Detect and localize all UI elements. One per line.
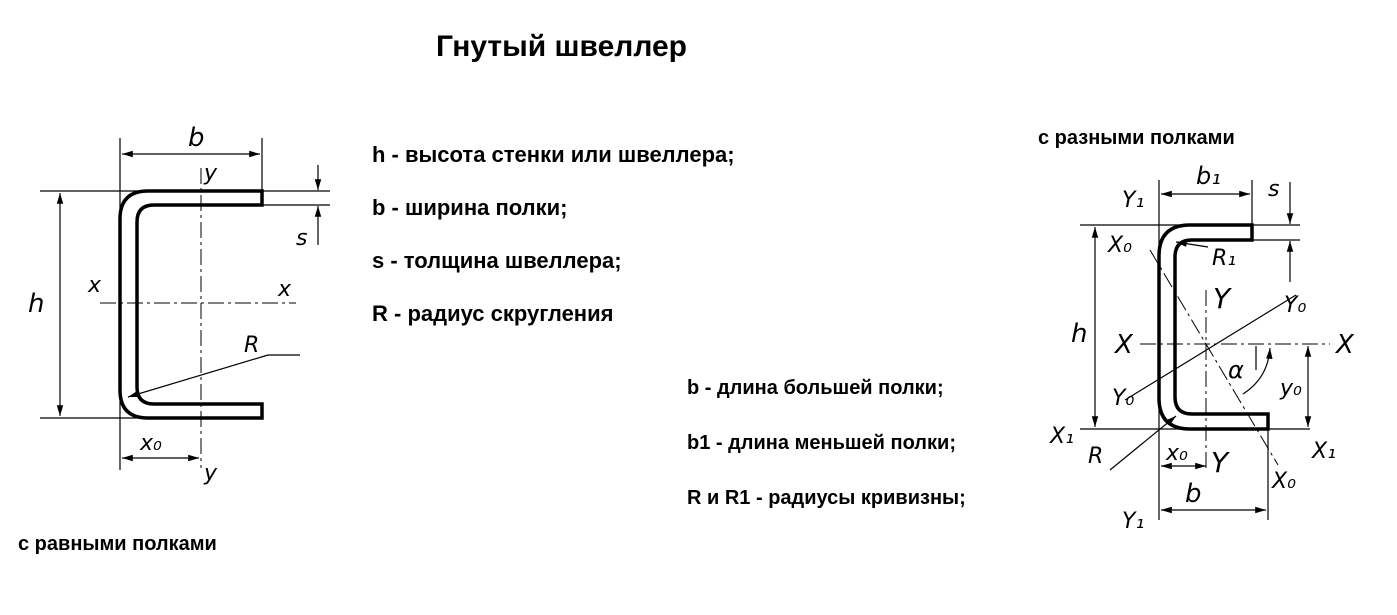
caption-unequal-flanges: с разными полками [1038, 127, 1235, 149]
legend-s: s - толщина швеллера; [372, 248, 622, 273]
note-b: b - длина большей полки; [687, 377, 944, 399]
channel-equal-profile [120, 191, 262, 418]
label-r1: R₁ [1212, 246, 1237, 271]
label-x-right-axis: X [1336, 330, 1354, 360]
label-b1: b₁ [1196, 162, 1221, 190]
label-x0-bottom: X₀ [1272, 469, 1296, 494]
label-h: h [28, 289, 45, 319]
label-y-top: y [204, 161, 218, 186]
label-x0: x₀ [140, 431, 162, 456]
label-y0-dim: y₀ [1280, 376, 1302, 401]
caption-equal-flanges: с равными полками [18, 533, 217, 555]
label-y1-bottom: Y₁ [1122, 509, 1145, 534]
label-y-axis: Y [1213, 282, 1231, 315]
label-r: R [244, 333, 260, 358]
label-x-left-axis: X [1115, 330, 1133, 360]
note-b1: b1 - длина меньшей полки; [687, 432, 956, 454]
legend-r: R - радиус скругления [372, 301, 614, 326]
label-x1-right: X₁ [1312, 439, 1336, 464]
label-y0-upper: Y₀ [1284, 293, 1307, 318]
label-y-bottom: y [204, 461, 218, 486]
page-title: Гнутый швеллер [436, 30, 687, 63]
label-x0-top: X₀ [1108, 233, 1132, 258]
legend-b: b - ширина полки; [372, 195, 568, 220]
label-h-right: h [1071, 319, 1088, 349]
channel-equal-drawing [40, 138, 330, 470]
label-x0-right: x₀ [1166, 441, 1188, 466]
label-r-right: R [1088, 444, 1104, 469]
note-radii: R и R1 - радиусы кривизны; [687, 487, 966, 509]
label-alpha: α [1228, 356, 1244, 384]
channel-equal-labels [28, 123, 307, 486]
label-y-bottom-right: Y [1211, 446, 1229, 479]
label-x1-left: X₁ [1050, 424, 1074, 449]
label-x-right: x [278, 277, 292, 302]
legend-h: h - высота стенки или швеллера; [372, 142, 735, 167]
label-y1-top: Y₁ [1122, 188, 1145, 213]
label-y0-lower: Y₀ [1112, 386, 1135, 411]
label-b-right: b [1185, 479, 1202, 509]
label-s: s [296, 226, 308, 251]
label-b: b [188, 123, 205, 153]
label-s-right: s [1268, 177, 1280, 202]
label-x-left: x [88, 273, 102, 298]
